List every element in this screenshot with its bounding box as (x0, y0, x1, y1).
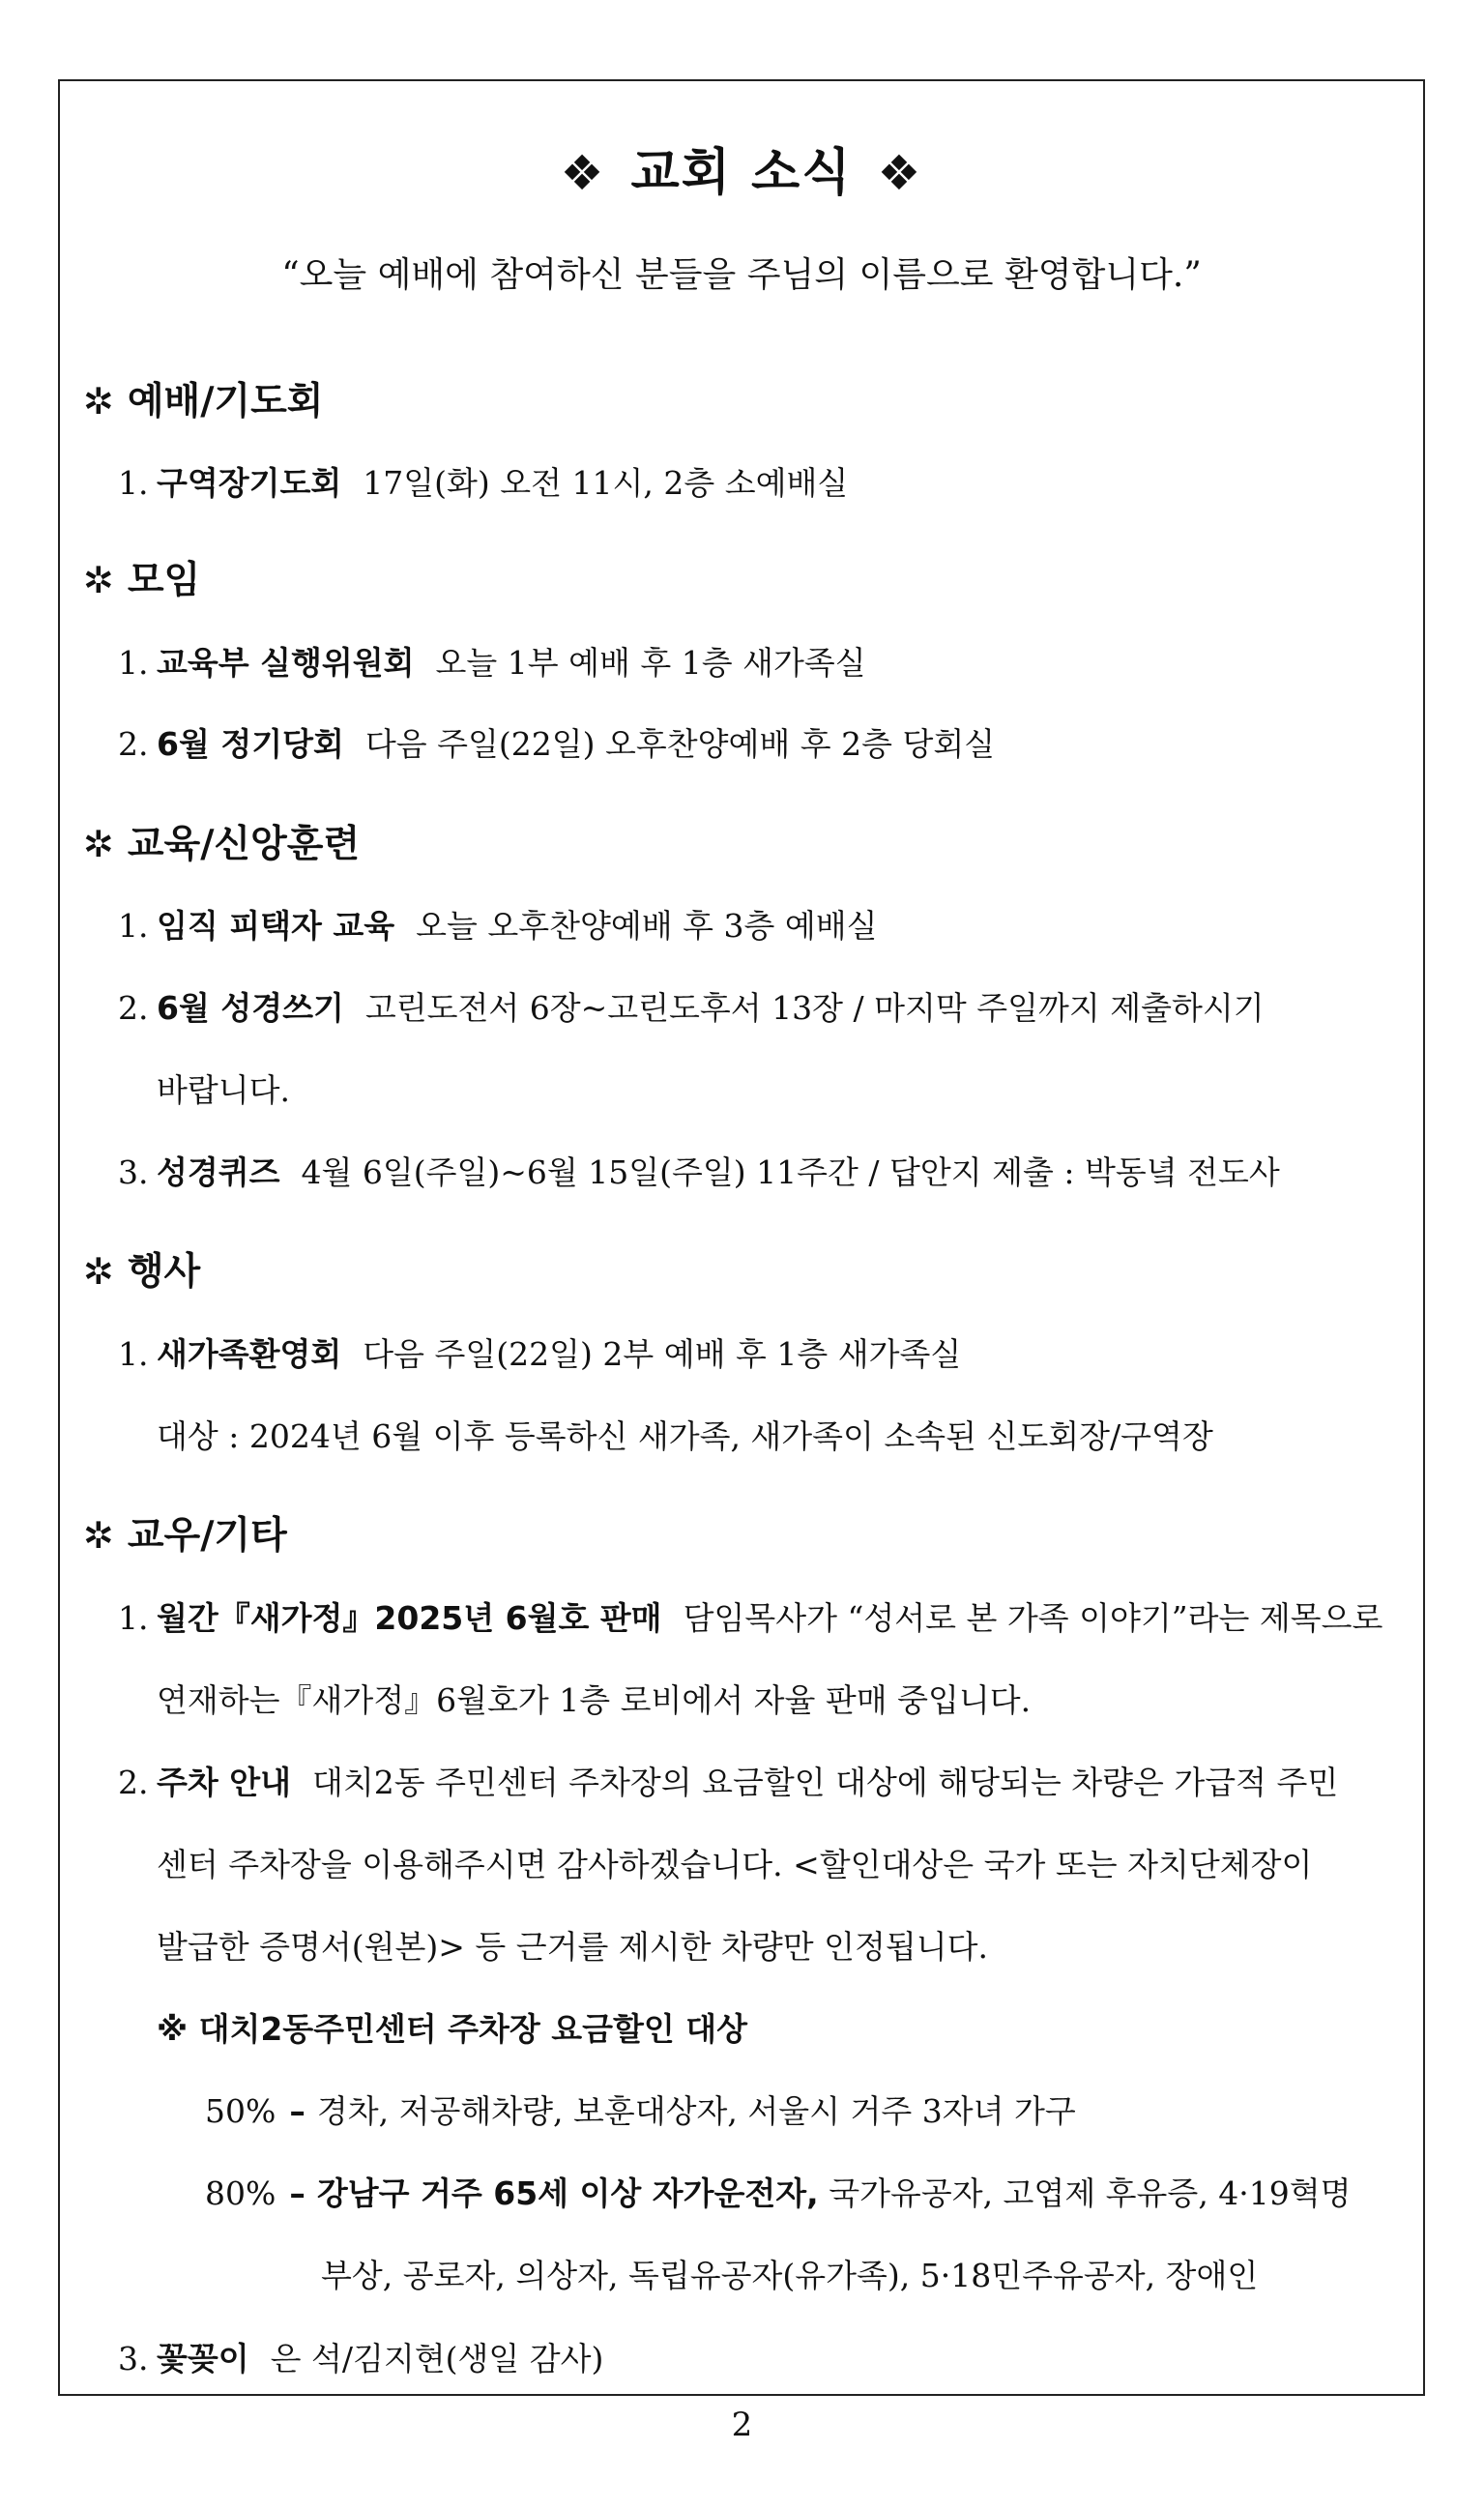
section-title: 예배/기도회 (127, 380, 324, 423)
item-continuation: 바랍니다. (157, 1071, 291, 1109)
item-text: 17일(화) 오전 11시, 2층 소예배실 (363, 464, 849, 502)
rate-text: 국가유공자, 고엽제 후유증, 4·19혁명 (829, 2174, 1352, 2212)
star-bullet-icon: ✲ (83, 823, 114, 865)
welcome-message: “오늘 예배에 참여하신 분들을 주님의 이름으로 환영합니다.” (281, 255, 1202, 295)
item-number: 1. (118, 464, 149, 502)
item-text: 4월 6일(주일)~6월 15일(주일) 11주간 / 답안지 제출 : 박동녘 전도사 (301, 1153, 1280, 1191)
section-title: 교우/기타 (127, 1514, 287, 1558)
list-item (118, 719, 1404, 765)
item-number: 1. (118, 644, 149, 682)
item-label: 교육부 실행위원회 (157, 644, 415, 682)
item-number: 3. (118, 1153, 149, 1191)
discount-percent: 80% (205, 2174, 276, 2212)
section-title: 행사 (127, 1250, 201, 1294)
section-heading-education (83, 814, 360, 868)
item-label: 꽃꽂이 (157, 2340, 249, 2378)
rate-text: 경차, 저공해차량, 보훈대상자, 서울시 거주 3자녀 가구 (316, 2092, 1076, 2130)
rate-highlight: 강남구 거주 65세 이상 자가운전자, (316, 2174, 819, 2212)
diamond-ornament-icon: ❖ (877, 145, 923, 201)
item-text: 담임목사가 “성서로 본 가족 이야기”라는 제목으로 (683, 1599, 1383, 1637)
item-label: 임직 피택자 교육 (157, 907, 395, 945)
item-continuation: 발급한 증명서(원본)> 등 근거를 제시한 차량만 인정됩니다. (157, 1928, 989, 1966)
star-bullet-icon: ✲ (83, 1514, 114, 1557)
item-number: 2. (118, 725, 149, 763)
star-bullet-icon: ✲ (83, 1250, 114, 1293)
news-frame (58, 79, 1425, 2396)
item-number: 2. (118, 989, 149, 1027)
item-number: 1. (118, 1599, 149, 1637)
discount-rate-row (205, 2169, 1404, 2214)
star-bullet-icon: ✲ (83, 559, 114, 601)
section-title: 교육/신앙훈련 (127, 823, 361, 866)
diamond-ornament-icon: ❖ (560, 145, 606, 201)
item-label: 6월 성경쓰기 (157, 989, 344, 1027)
item-text: 오늘 1부 예배 후 1층 새가족실 (435, 644, 866, 682)
title-text: 교회 소식 (630, 144, 853, 202)
section-heading-events (83, 1241, 200, 1296)
item-text: 대치2동 주민센터 주차장의 요금할인 대상에 해당되는 차량은 가급적 주민 (312, 1764, 1339, 1801)
item-text: 다음 주일(22일) 2부 예배 후 1층 새가족실 (363, 1335, 962, 1373)
item-label: 새가족환영회 (157, 1335, 342, 1373)
page-number: 2 (731, 2406, 753, 2444)
list-item (118, 638, 1404, 684)
section-heading-other (83, 1505, 287, 1560)
list-item (118, 901, 1404, 947)
rate-dash: – (289, 2092, 306, 2130)
item-label: 주차 안내 (157, 1764, 292, 1801)
item-label: 성경퀴즈 (157, 1153, 280, 1191)
rate-continuation: 부상, 공로자, 의상자, 독립유공자(유가족), 5·18민주유공자, 장애인 (321, 2257, 1259, 2294)
item-number: 2. (118, 1764, 149, 1801)
item-number: 1. (118, 907, 149, 945)
item-number: 1. (118, 1335, 149, 1373)
discount-percent: 50% (205, 2092, 276, 2130)
item-text: 은 석/김지현(생일 감사) (270, 2340, 604, 2378)
list-item (118, 1593, 1404, 1639)
list-item (118, 1758, 1404, 1803)
rate-dash: – (289, 2174, 306, 2212)
section-heading-worship (83, 371, 323, 425)
parking-discount-note: ※ 대치2동주민센터 주차장 요금할인 대상 (157, 2010, 748, 2048)
discount-rate-row (205, 2086, 1404, 2132)
item-number: 3. (118, 2340, 149, 2378)
list-item (118, 1148, 1404, 1193)
item-text: 고린도전서 6장~고린도후서 13장 / 마지막 주일까지 제출하시기 (364, 989, 1265, 1027)
item-label: 월간『새가정』2025년 6월호 판매 (157, 1599, 662, 1637)
list-item (118, 1329, 1404, 1375)
item-text: 오늘 오후찬양예배 후 3층 예배실 (416, 907, 878, 945)
star-bullet-icon: ✲ (83, 380, 114, 423)
item-label: 구역장기도회 (157, 464, 342, 502)
list-item (118, 2334, 1404, 2379)
item-continuation: 센터 주차장을 이용해주시면 감사하겠습니다. <할인대상은 국가 또는 자치단체장이 (157, 1846, 1313, 1883)
list-item (118, 983, 1404, 1029)
item-label: 6월 정기당회 (157, 725, 344, 763)
page-title (60, 131, 1423, 204)
item-continuation: 대상 : 2024년 6월 이후 등록하신 새가족, 새가족이 소속된 신도회장/구역장 (157, 1417, 1213, 1455)
section-heading-meetings (83, 550, 200, 604)
item-continuation: 연재하는『새가정』6월호가 1층 로비에서 자율 판매 중입니다. (157, 1681, 1032, 1719)
item-text: 다음 주일(22일) 오후찬양예배 후 2층 당회실 (364, 725, 996, 763)
list-item (118, 458, 1404, 504)
section-title: 모임 (127, 559, 201, 602)
